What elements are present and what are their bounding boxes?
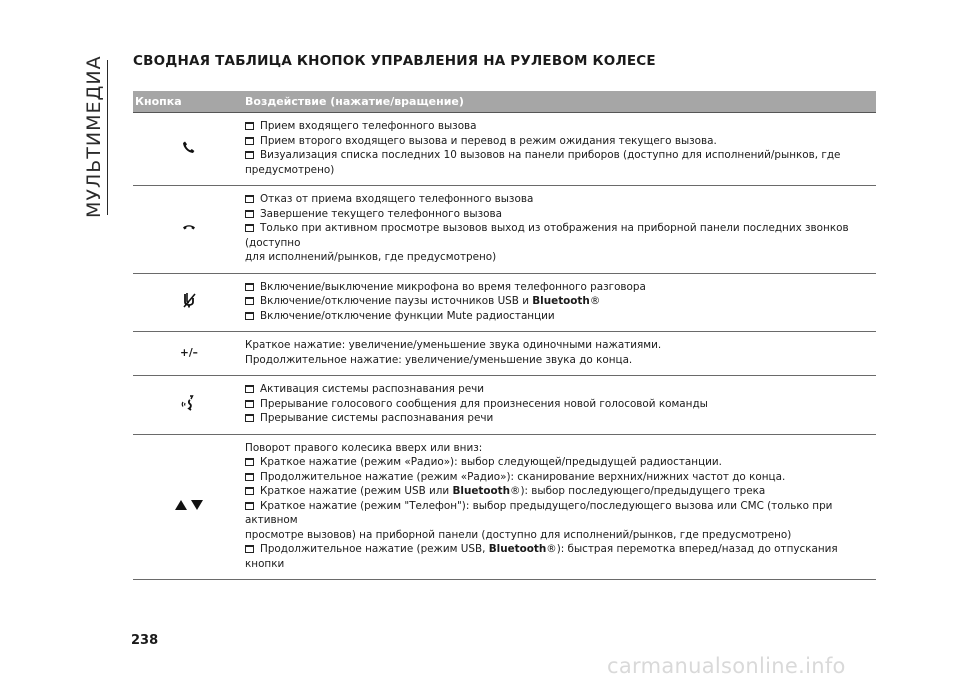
description-text: Продолжительное нажатие (режим USB, (260, 543, 489, 555)
icon-cell (133, 434, 245, 580)
bullet-box-icon (245, 283, 254, 291)
description-text: ®): быстрая перемотка вперед/назад до отпускания кнопки (245, 543, 838, 570)
description-line (245, 250, 876, 265)
header-action: Воздействие (нажатие/вращение) (245, 91, 876, 113)
description-text: Включение/отключение функции Mute радиостанции (260, 309, 555, 322)
description-line (245, 119, 876, 134)
description-text: Краткое нажатие: увеличение/уменьшение звука одиночными нажатиями. (245, 339, 662, 351)
mute-icon (182, 299, 196, 311)
icon-cell (133, 113, 245, 186)
description-line (245, 221, 876, 250)
bullet-box-icon (245, 487, 254, 495)
description-line (245, 397, 876, 412)
watermark: carmanualsonline.info (607, 654, 846, 678)
icon-cell (133, 332, 245, 376)
description-text: Активация системы распознавания речи (260, 383, 485, 395)
action-cell (245, 113, 876, 186)
bullet-box-icon (245, 312, 254, 320)
action-cell (245, 332, 876, 376)
action-cell (245, 434, 876, 580)
bullet-box-icon (245, 210, 254, 218)
header-button: Кнопка (133, 91, 245, 113)
description-text: Отказ от приема входящего телефонного вызова (260, 193, 534, 205)
description-text: Только при активном просмотре вызовов выход из отображения на приборной панели последних звонков (доступно (245, 222, 849, 249)
page-title: СВОДНАЯ ТАБЛИЦА КНОПОК УПРАВЛЕНИЯ НА РУЛЕВОМ КОЛЕСЕ (133, 53, 656, 69)
brand-text: Bluetooth (452, 485, 511, 497)
bullet-box-icon (245, 414, 254, 422)
table-row (133, 376, 876, 435)
description-text: Краткое нажатие (режим "Телефон"): выбор предыдущего/последующего вызова или СМС (только при активном (245, 499, 833, 526)
action-cell (245, 186, 876, 274)
description-text: Включение/выключение микрофона во время телефонного разговора (260, 280, 646, 293)
description-text: Визуализация списка последних 10 вызовов на панели приборов (доступно для исполнений/рынков, где (260, 149, 841, 161)
description-text: Прием второго входящего вызова и перевод в режим ожидания текущего вызова. (260, 134, 717, 147)
phone-answer-icon (182, 145, 196, 157)
voice-command-icon (181, 402, 197, 414)
description-line (245, 382, 876, 397)
bullet-box-icon (245, 151, 254, 159)
description-line (245, 455, 876, 470)
description-line (245, 309, 876, 324)
description-text: Прерывание голосового сообщения для произнесения новой голосовой команды (260, 397, 708, 410)
description-line (245, 528, 876, 543)
phone-hangup-icon (182, 223, 196, 235)
icon-cell (133, 273, 245, 332)
table-row (133, 113, 876, 186)
description-line (245, 163, 876, 178)
brand-text: Bluetooth (532, 295, 590, 307)
description-text: Продолжительное нажатие: увеличение/уменьшение звука до конца. (245, 353, 633, 366)
section-side-label-text: МУЛЬТИМЕДИА (83, 55, 105, 218)
volume-plus-minus-label: +/– (180, 347, 198, 360)
description-text: просмотре вызовов) на приборной панели (доступно для исполнений/рынков, где предусмотрено) (245, 528, 792, 541)
table-row (133, 434, 876, 580)
section-side-label (81, 55, 105, 220)
description-line (245, 353, 876, 368)
description-line (245, 499, 876, 528)
description-line (245, 207, 876, 222)
bullet-box-icon (245, 137, 254, 145)
bullet-box-icon (245, 473, 254, 481)
description-text: Продолжительное нажатие (режим «Радио»): сканирование верхних/нижних частот до конца. (260, 470, 786, 483)
action-cell (245, 376, 876, 435)
description-line (245, 470, 876, 485)
description-line (245, 441, 876, 456)
description-text: Краткое нажатие (режим «Радио»): выбор следующей/предыдущей радиостанции. (260, 456, 722, 468)
description-line (245, 411, 876, 426)
action-cell (245, 273, 876, 332)
description-line (245, 148, 876, 163)
description-text: для исполнений/рынков, где предусмотрено) (245, 251, 497, 263)
table-row (133, 332, 876, 376)
description-text: Краткое нажатие (режим USB или (260, 485, 453, 497)
up-down-arrows-icon (174, 502, 204, 514)
bullet-box-icon (245, 297, 254, 305)
bullet-box-icon (245, 400, 254, 408)
description-text: ®): выбор последующего/предыдущего трека (510, 485, 766, 497)
description-text: Завершение текущего телефонного вызова (260, 207, 502, 220)
bullet-box-icon (245, 458, 254, 466)
section-side-rule (107, 60, 108, 215)
description-line (245, 484, 876, 499)
bullet-box-icon (245, 122, 254, 130)
table-row (133, 273, 876, 332)
bullet-box-icon (245, 224, 254, 232)
bullet-box-icon (245, 502, 254, 510)
description-text: Включение/отключение паузы источников USB и (260, 295, 533, 307)
description-text: Прием входящего телефонного вызова (260, 120, 477, 132)
icon-cell (133, 186, 245, 274)
table-header-row (133, 91, 876, 113)
table-row (133, 186, 876, 274)
description-text: предусмотрено) (245, 163, 335, 176)
description-text: ® (589, 295, 601, 307)
description-line (245, 280, 876, 295)
description-line (245, 134, 876, 149)
bullet-box-icon (245, 385, 254, 393)
controls-table (133, 91, 876, 580)
description-line (245, 338, 876, 353)
icon-cell (133, 376, 245, 435)
bullet-box-icon (245, 195, 254, 203)
description-line (245, 294, 876, 309)
description-text: Поворот правого колесика вверх или вниз: (245, 441, 483, 454)
description-text: Прерывание системы распознавания речи (260, 412, 494, 424)
bullet-box-icon (245, 545, 254, 553)
page-number: 238 (131, 633, 159, 648)
description-line (245, 542, 876, 571)
brand-text: Bluetooth (488, 543, 547, 555)
description-line (245, 192, 876, 207)
